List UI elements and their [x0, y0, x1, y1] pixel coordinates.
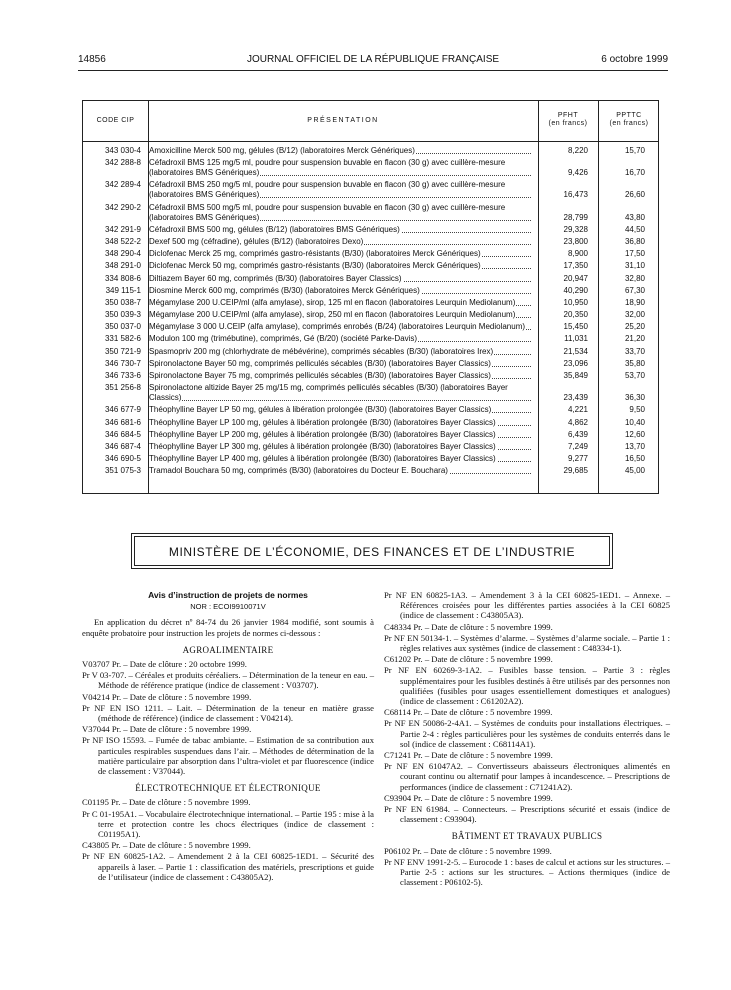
presentation-text: [149, 430, 531, 440]
presentation-label: Spironolactone Bayer 75 mg, comprimés pelliculés sécables (B/30) (laboratoires Bayer Classics): [149, 371, 491, 380]
pttc-value: 17,50: [624, 249, 645, 259]
cip-code: 348 291-0: [104, 261, 141, 271]
presentation-label: Théophylline Bayer LP 400 mg, gélules à libération prolongée (B/30) (laboratoires Bayer Classics): [149, 454, 496, 464]
col-header-pttc: PPTTC (en francs): [609, 112, 649, 127]
cip-code: 346 687-4: [104, 441, 141, 451]
table-row: [83, 405, 658, 417]
pttc-value: 32,00: [624, 310, 645, 320]
presentation-text: [149, 442, 531, 452]
price-table: [82, 100, 659, 494]
right-column: [384, 590, 670, 888]
presentation-label: Modulon 100 mg (trimébutine), comprimés, Gé (B/20) (société Parke-Davis): [149, 334, 418, 344]
presentation-label: Spasmopriv 200 mg (chlorhydrate de mébévérine), comprimés sécables (B/30) (laboratoires Irex): [149, 346, 494, 356]
pttc-value: 53,70: [624, 371, 645, 380]
presentation-text: [149, 405, 531, 415]
cip-code: 350 037-0: [104, 322, 141, 332]
presentation-text: [149, 383, 531, 403]
cip-code: 334 808-6: [104, 273, 141, 283]
cip-code: 346 730-7: [104, 358, 141, 368]
table-row: [83, 359, 658, 371]
ministry-title: MINISTÈRE DE L’ÉCONOMIE, DES FINANCES ET DE L’INDUSTRIE: [168, 545, 576, 559]
presentation-label: Tramadol Bouchara 50 mg, comprimés (B/30) (laboratoires du Docteur E. Bouchara): [149, 466, 448, 476]
pttc-value: 15,70: [624, 146, 645, 155]
pfht-value: 11,031: [564, 334, 588, 344]
pfht-value: 10,950: [563, 297, 588, 307]
presentation-text: [149, 310, 531, 320]
table-header-rule: [83, 141, 658, 142]
pfht-value: 20,947: [563, 273, 588, 283]
norm-entry: V04214 Pr. – Date de clôture : 5 novembre 1999.: [82, 691, 252, 702]
table-row: [83, 466, 658, 478]
presentation-label: Céfadroxil BMS 500 mg/5 ml, poudre pour suspension buvable en flacon (30 g) avec cuillère-mesure (laboratoires BMS Génériques): [149, 202, 506, 222]
table-row: [83, 237, 658, 249]
presentation-label: Théophylline Bayer LP 50 mg, gélules à libération prolongée (B/30) (laboratoires Bayer Classics): [149, 405, 492, 415]
presentation-label: Mégamylase 200 U.CEIP/ml (alfa amylase), sirop, 250 ml en flacon (laboratoires Leurquin Mediolanum): [149, 310, 516, 320]
col-header-pfht: PFHT (en francs): [548, 112, 588, 127]
pfht-value: 6,439: [567, 429, 588, 439]
cip-code: 351 256-8: [104, 383, 141, 393]
presentation-label: Théophylline Bayer LP 300 mg, gélules à libération prolongée (B/30) (laboratoires Bayer Classics): [149, 441, 496, 451]
cip-code: 342 289-4: [104, 180, 141, 190]
cip-code: 349 115-1: [105, 285, 141, 295]
pfht-value: 29,685: [563, 466, 588, 476]
presentation-text: [149, 334, 531, 344]
presentation-label: Mégamylase 3 000 U.CEIP (alfa amylase), comprimés enrobés (B/24) (laboratoires Leurquin Mediolanum): [149, 322, 526, 332]
presentation-label: Diltiazem Bayer 60 mg, comprimés (B/30) (laboratoires Bayer Classics): [149, 273, 402, 283]
pfht-value: 17,350: [563, 261, 588, 271]
presentation-label: Dexef 500 mg (céfradine), gélules (B/12) (laboratoires Dexo): [149, 236, 364, 246]
table-row: [83, 442, 658, 454]
header-rule: [78, 70, 668, 71]
table-row: [83, 274, 658, 286]
presentation-text: [149, 286, 531, 296]
pfht-value: 4,221: [567, 405, 588, 415]
norm-entry: Pr C 01-195A1. – Vocabulaire électrotechnique international. – Partie 195 : mise à la terre et protection contre les chocs électriques (indice de classement : C01195A1).: [82, 808, 374, 840]
pttc-value: 67,30: [624, 285, 645, 295]
ministry-banner: [134, 536, 610, 566]
table-row: [83, 180, 658, 202]
presentation-text: [149, 237, 531, 247]
presentation-label: Amoxicilline Merck 500 mg, gélules (B/12) (laboratoires Merck Génériques): [149, 146, 415, 155]
table-body: [83, 146, 658, 479]
journal-title: JOURNAL OFFICIEL DE LA RÉPUBLIQUE FRANÇAISE: [246, 54, 500, 65]
cip-code: 343 030-4: [104, 146, 141, 155]
avis-intro: En application du décret nº 84-74 du 26 janvier 1984 modifié, sont soumis à enquête probatoire pour instruction les projets de normes ci-dessous :: [82, 617, 374, 638]
presentation-text: [149, 274, 531, 284]
table-row: [83, 146, 658, 158]
norm-entry: Pr NF EN ISO 1211. – Lait. – Détermination de la teneur en matière grasse (méthode de référence) (indice de classement : V04214).: [82, 702, 374, 724]
cip-code: 350 039-3: [104, 310, 141, 320]
norm-entry: V37044 Pr. – Date de clôture : 5 novembre 1999.: [82, 724, 252, 735]
table-row: [83, 286, 658, 298]
table-row: [83, 383, 658, 405]
presentation-label: Céfadroxil BMS 125 mg/5 ml, poudre pour suspension buvable en flacon (30 g) avec cuillère-mesure (laboratoires BMS Génériques): [149, 158, 506, 178]
col-header-presentation: PRÉSENTATION: [307, 117, 379, 124]
presentation-text: [149, 298, 531, 308]
pttc-value: 45,00: [624, 466, 645, 476]
presentation-text: [149, 454, 531, 464]
norm-entry: C71241 Pr. – Date de clôture : 5 novembre 1999.: [384, 750, 553, 761]
presentation-label: Céfadroxil BMS 250 mg/5 ml, poudre pour suspension buvable en flacon (30 g) avec cuillère-mesure (laboratoires BMS Génériques): [149, 180, 506, 200]
presentation-label: Diclofenac Merck 25 mg, comprimés gastro-résistants (B/30) (laboratoires Merck Génériques): [149, 249, 481, 259]
norm-entry: C48334 Pr. – Date de clôture : 5 novembre 1999.: [384, 621, 553, 632]
col-header-code: CODE CIP: [96, 117, 135, 124]
presentation-label: Céfadroxil BMS 500 mg, gélules (B/12) (laboratoires BMS Génériques): [149, 224, 400, 234]
presentation-label: Diosmine Merck 600 mg, comprimés (B/30) (laboratoires Merck Génériques): [149, 285, 420, 295]
pttc-value: 35,80: [624, 358, 645, 368]
pttc-value: 9,50: [629, 405, 645, 415]
cip-code: 350 038-7: [104, 297, 141, 307]
norm-entry: Pr NF EN 61984. – Connecteurs. – Prescriptions sécurité et essais (indice de classement : C93904).: [384, 804, 670, 825]
running-header: [78, 54, 668, 68]
pttc-value: 44,50: [624, 224, 645, 234]
pttc-value: 26,60: [624, 190, 645, 200]
norm-entry: Pr NF ENV 1991-2-5. – Eurocode 1 : bases de calcul et actions sur les structures. – Partie 2-5 : actions sur les structures. – Actions thermiques (indice de classement : P06102-5).: [384, 856, 670, 888]
presentation-text: [149, 466, 531, 476]
presentation-text: [149, 347, 531, 357]
pfht-value: 8,220: [567, 146, 588, 155]
norm-entry: C61202 Pr. – Date de clôture : 5 novembre 1999.: [384, 654, 553, 665]
table-row: [83, 322, 658, 334]
norm-entry: Pr NF EN 60825-1A3. – Amendement 3 à la CEI 60825-1ED1. – Annexe. – Références croisées pour les différentes parties associées à la CEI 60825 (indice de classement : C43805A3).: [384, 590, 670, 621]
section-title: ÉLECTROTECHNIQUE ET ÉLECTRONIQUE: [135, 783, 321, 794]
presentation-label: Diclofenac Merck 50 mg, comprimés gastro-résistants (B/30) (laboratoires Merck Génériques): [149, 261, 481, 271]
pttc-value: 33,70: [624, 346, 645, 356]
pttc-value: 16,50: [624, 454, 645, 464]
avis-title: Avis d’instruction de projets de normes: [148, 590, 308, 600]
cip-code: 346 690-5: [104, 454, 141, 464]
pfht-value: 23,439: [563, 393, 588, 403]
cip-code: 350 721-9: [104, 346, 141, 356]
table-row: [83, 225, 658, 237]
table-row: [83, 249, 658, 261]
pfht-value: 29,328: [563, 224, 588, 234]
pttc-value: 25,20: [624, 322, 645, 332]
presentation-text: [149, 322, 531, 332]
pfht-value: 21,534: [563, 346, 588, 356]
table-row: [83, 430, 658, 442]
cip-code: 346 677-9: [104, 405, 141, 415]
presentation-text: [149, 203, 531, 223]
norm-entry: C01195 Pr. – Date de clôture : 5 novembre 1999.: [82, 797, 251, 808]
pfht-value: 23,800: [563, 236, 588, 246]
presentation-label: Théophylline Bayer LP 100 mg, gélules à libération prolongée (B/30) (laboratoires Bayer Classics): [149, 417, 496, 427]
norm-entry: C68114 Pr. – Date de clôture : 5 novembre 1999.: [384, 707, 553, 718]
table-row: [83, 347, 658, 359]
cip-code: 342 290-2: [104, 202, 141, 212]
left-sections: [82, 645, 374, 882]
presentation-text: [149, 261, 531, 271]
presentation-text: [149, 359, 531, 369]
pfht-value: 9,426: [567, 168, 588, 178]
pttc-value: 16,70: [624, 168, 645, 178]
table-row: [83, 334, 658, 346]
pfht-value: 35,849: [563, 371, 588, 380]
pfht-value: 7,249: [567, 441, 588, 451]
norm-entry: P06102 Pr. – Date de clôture : 5 novembre 1999.: [384, 845, 552, 856]
pfht-value: 16,473: [563, 190, 588, 200]
pfht-value: 4,862: [567, 417, 588, 427]
pfht-value: 20,350: [563, 310, 588, 320]
table-row: [83, 203, 658, 225]
pttc-value: 12,60: [624, 429, 645, 439]
pfht-value: 8,900: [567, 249, 588, 259]
table-row: [83, 310, 658, 322]
presentation-label: Spironolactone Bayer 50 mg, comprimés pelliculés sécables (B/30) (laboratoires Bayer Classics): [149, 358, 491, 368]
cip-code: 351 075-3: [104, 466, 141, 476]
cip-code: 331 582-6: [104, 334, 141, 344]
section-title: BÂTIMENT ET TRAVAUX PUBLICS: [451, 831, 603, 842]
pttc-value: 10,40: [624, 417, 645, 427]
presentation-text: [149, 146, 531, 156]
pttc-value: 36,30: [624, 393, 645, 403]
right-entries: [384, 590, 670, 824]
pfht-value: 15,450: [563, 322, 588, 332]
presentation-text: [149, 180, 531, 200]
cip-code: 348 290-4: [104, 249, 141, 259]
table-row: [83, 418, 658, 430]
cip-code: 346 733-6: [104, 371, 141, 380]
issue-date: 6 octobre 1999: [601, 54, 668, 65]
table-row: [83, 158, 658, 180]
norm-entry: Pr NF EN 50086-2-4A1. – Systèmes de conduits pour installations électriques. – Partie 2-4 : règles particulières pour les systèmes de conduits enterrés dans le sol (indice de classement : C68114A1).: [384, 718, 670, 749]
presentation-text: [149, 371, 531, 381]
pttc-value: 18,90: [624, 297, 645, 307]
page-number: 14856: [78, 54, 106, 65]
pttc-value: 31,10: [624, 261, 645, 271]
pttc-value: 43,80: [624, 212, 645, 222]
presentation-text: [149, 225, 531, 235]
table-row: [83, 454, 658, 466]
nor-reference: NOR : ECOI9910071V: [190, 602, 266, 612]
norm-entry: Pr NF EN 60825-1A2. – Amendement 2 à la CEI 60825-1ED1. – Sécurité des appareils à laser. – Partie 1 : classification des matériels, prescriptions et guide de l’utilisateur (indice de classement : C43805A2).: [82, 851, 374, 882]
norm-entry: V03707 Pr. – Date de clôture : 20 octobre 1999.: [82, 659, 247, 670]
cip-code: 346 684-5: [104, 429, 141, 439]
pfht-value: 23,096: [563, 358, 588, 368]
norm-entry: Pr NF EN 60269-3-1A2. – Fusibles basse tension. – Partie 3 : règles supplémentaires pour les fusibles destinés à être utilisés par des personnes non qualifiées (fusibles pour usages essentiellement domestiques et analogues) (indice de classement : C61202A2).: [384, 665, 670, 707]
cip-code: 342 291-9: [104, 224, 141, 234]
pfht-value: 9,277: [567, 454, 588, 464]
presentation-label: Théophylline Bayer LP 200 mg, gélules à libération prolongée (B/30) (laboratoires Bayer Classics): [149, 429, 496, 439]
table-row: [83, 261, 658, 273]
cip-code: 346 681-6: [104, 417, 141, 427]
presentation-label: Mégamylase 200 U.CEIP/ml (alfa amylase), sirop, 125 ml en flacon (laboratoires Leurquin Mediolanum): [149, 297, 516, 307]
section-title: AGROALIMENTAIRE: [182, 644, 274, 655]
presentation-label: Spironolactone altizide Bayer 25 mg/15 mg, comprimés pelliculés sécables (B/30) (laboratoires Bayer Classics): [149, 383, 508, 403]
presentation-text: [149, 418, 531, 428]
norm-entry: Pr V 03-707. – Céréales et produits céréaliers. – Détermination de la teneur en eau. – Méthode de référence pratique (indice de classement : V03707).: [82, 670, 374, 691]
pttc-value: 32,80: [624, 273, 645, 283]
norm-entry: C43805 Pr. – Date de clôture : 5 novembre 1999.: [82, 840, 251, 851]
presentation-text: [149, 249, 531, 259]
cip-code: 348 522-2: [104, 236, 141, 246]
presentation-text: [149, 158, 531, 178]
table-row: [83, 298, 658, 310]
left-column: [82, 590, 374, 883]
pfht-value: 28,799: [563, 212, 588, 222]
norm-entry: C93904 Pr. – Date de clôture : 5 novembre 1999.: [384, 792, 553, 803]
pttc-value: 36,80: [624, 236, 645, 246]
table-row: [83, 371, 658, 383]
norm-entry: Pr NF ISO 15593. – Fumée de tabac ambiante. – Estimation de sa contribution aux particules respirables suspendues dans l’air. – Méthodes de détermination de la matière particulaire par absorption dans l’ultra-violet et par fluorescence (indice de classement : V37044).: [82, 735, 374, 777]
cip-code: 342 288-8: [104, 158, 141, 168]
norm-entry: Pr NF EN 61047A2. – Convertisseurs abaisseurs électroniques alimentés en courant continu ou alternatif pour lampes à incandescence. – Prescriptions de performances (indice de classement : C71241A2).: [384, 761, 670, 792]
right-section-entries: [384, 846, 670, 888]
pfht-value: 40,290: [563, 285, 588, 295]
pttc-value: 21,20: [624, 334, 645, 344]
norm-entry: Pr NF EN 50134-1. – Systèmes d’alarme. – Systèmes d’alarme sociale. – Partie 1 : règles relatives aux systèmes (indice de classement : C48334-1).: [384, 632, 670, 654]
pttc-value: 13,70: [624, 441, 645, 451]
